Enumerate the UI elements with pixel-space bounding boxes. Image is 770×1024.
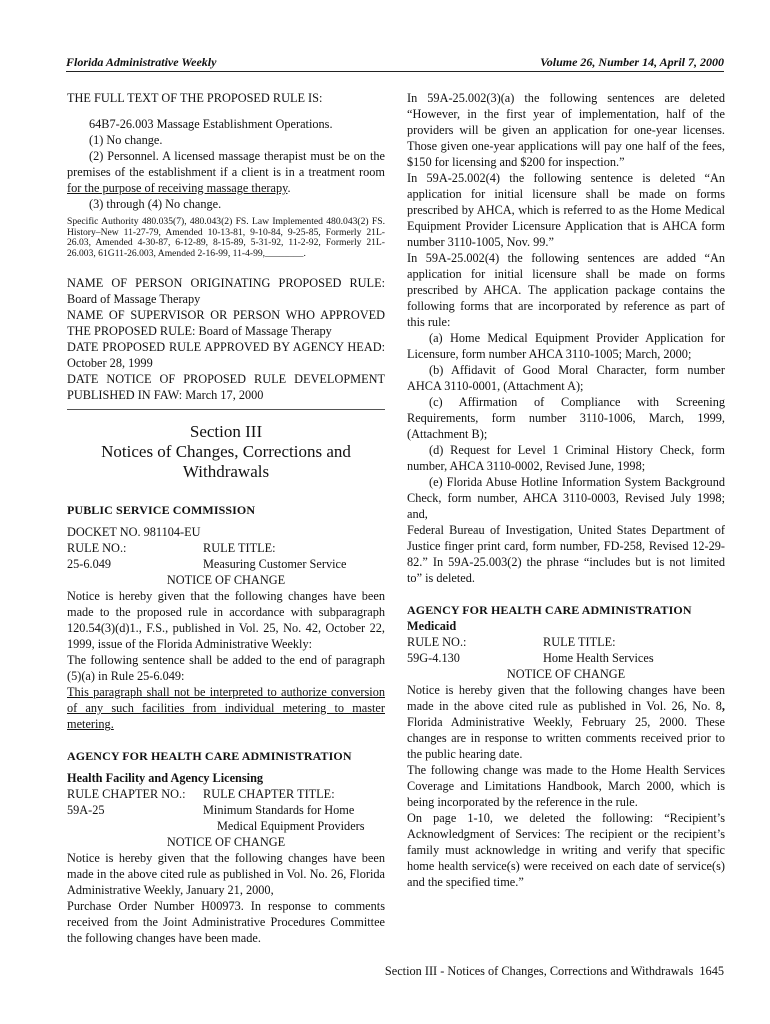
ahca-chapter-labels [67, 786, 385, 802]
psc-agency: PUBLIC SERVICE COMMISSION [67, 503, 256, 518]
ahca-chapter-title-1: Minimum Standards for Home [203, 803, 355, 818]
originator: NAME OF PERSON ORIGINATING PROPOSED RULE: Board of Massage Therapy [67, 276, 385, 307]
deleted-sentence-paragraph: In 59A-25.002(4) the following sentence is deleted “An application for initial licensure shall be made on forms prescribed by AHCA, which is referred to as the Home Medical Equipment Provider Licensure Application that is AHCA form number 3110-1005, Nov. 99.” [407, 171, 725, 249]
section-title-line-2: Notices of Changes, Corrections and [101, 442, 351, 462]
rule-authority [67, 217, 385, 259]
ahca-chapter-values [67, 802, 385, 818]
added-sentences-paragraph: In 59A-25.002(4) the following sentences are added “An application for initial licensure shall be made on forms prescribed by AHCA. The application package contains the following forms that are incorporated by reference as part of this rule: [407, 251, 725, 329]
supervisor: NAME OF SUPERVISOR OR PERSON WHO APPROVED THE PROPOSED RULE: Board of Massage Therapy [67, 308, 385, 339]
ahca-notice-heading: NOTICE OF CHANGE [166, 835, 286, 850]
medicaid-agency: AGENCY FOR HEALTH CARE ADMINISTRATION [407, 603, 692, 617]
psc-paragraph-3: This paragraph shall not be interpreted to authorize conversion of any such facilities from individual metering to master metering. [67, 685, 385, 732]
fbi-paragraph: Federal Bureau of Investigation, United States Department of Justice finger print card, form number, FD-258, Revised 12-29-82.” In 59A-25.003(2) the phrase “includes but is not limited to” is deleted. [407, 523, 725, 585]
psc-rule-values [67, 556, 385, 572]
psc-rule-no-label: RULE NO.: [67, 541, 127, 556]
medicaid-paragraph-1-rest: Florida Administrative Weekly, February 25, 2000. These changes are in response to written comments received prior to the public hearing date. [407, 715, 725, 761]
authority-text: Specific Authority 480.035(7), 480.043(2) FS. Law Implemented 480.043(2) FS. History–New 11-27-79, Amended 10-13-81, 9-10-84, 9-25-85, Formerly 21L-26.03, Amended 4-30-87, 6-12-89, 8-15-89, 5-31-92, 11-2-92, Formerly 21L-26.003, 61G11-26.003, Amended 2-16-99, 11-4-99, [67, 216, 385, 259]
ahca-subheading: Health Facility and Agency Licensing [67, 771, 264, 786]
medicaid-paragraph-1-comma: , [721, 699, 725, 713]
rule-item-2-text: (2) Personnel. A licensed massage therapist must be on the premises of the establishment if a client is in a treatment room [67, 149, 385, 179]
section-title [67, 422, 385, 482]
psc-rule-labels [67, 540, 385, 556]
medicaid-rule-no-label: RULE NO.: [407, 635, 467, 649]
medicaid-paragraph-2: The following change was made to the Home Health Services Coverage and Limitations Handbook, March 2000, which is being incorporated by the reference in the rule. [407, 763, 725, 809]
ahca-paragraph-1: Notice is hereby given that the following changes have been made in the above cited rule as published in Vol. No. 26, Florida Administrative Weekly, January 21, 2000, [67, 851, 385, 898]
form-item-a: (a) Home Medical Equipment Provider Application for Licensure, form number AHCA 3110-1005; March, 2000; [407, 331, 725, 361]
medicaid-paragraph-3: On page 1-10, we deleted the following: “Recipient’s Acknowledgment of Services: The recipient or the recipient’s family must acknowledge in writing and verify that specific home health service(s) were received on each date of service(s) and the specified time.” [407, 811, 725, 889]
form-item-c: (c) Affirmation of Compliance with Screening Requirements, form number 3110-1006, March, 1999, (Attachment B); [407, 395, 725, 441]
ahca-chapter-no: 59A-25 [67, 803, 105, 818]
medicaid-rule-title: Home Health Services [543, 651, 654, 665]
rule-item-2-underlined: for the purpose of receiving massage therapy [67, 181, 288, 195]
form-item-e: (e) Florida Abuse Hotline Information System Background Check, form number, AHCA 3110-0003, Revised July 1998; and, [407, 475, 725, 521]
medicaid-rule-labels [407, 634, 725, 650]
right-column [407, 90, 725, 890]
authority-blank: ________ [265, 247, 304, 259]
page-footer [385, 964, 724, 979]
medicaid-rule-no: 59G-4.130 [407, 651, 460, 665]
date-approved: DATE PROPOSED RULE APPROVED BY AGENCY HEAD: October 28, 1999 [67, 340, 385, 371]
page-number: 1645 [699, 964, 724, 978]
authority-end: . [303, 247, 306, 259]
ahca-agency: AGENCY FOR HEALTH CARE ADMINISTRATION [67, 749, 352, 764]
deleted-sentences-paragraph: In 59A-25.002(3)(a) the following sentences are deleted “However, in the first year of implementation, half of the providers will be given an application for one-year licenses. Those given one-year applications will pay one half of the fees, $150 for licensing and $200 for inspection.” [407, 91, 725, 169]
psc-paragraph-1: Notice is hereby given that the following changes have been made to the proposed rule in accordance with subparagraph 120.54(3)(d)1., F.S., published in Vol. 25, No. 42, October 22, 1999, issue of the Florida Administrative Weekly: [67, 589, 385, 652]
medicaid-subheading: Medicaid [407, 619, 457, 633]
psc-rule-title: Measuring Customer Service [203, 557, 347, 572]
rule-item-2 [67, 148, 385, 196]
rule-item-1: (1) No change. [89, 133, 163, 147]
medicaid-notice-heading: NOTICE OF CHANGE [506, 667, 626, 681]
date-notice: DATE NOTICE OF PROPOSED RULE DEVELOPMENT PUBLISHED IN FAW: March 17, 2000 [67, 372, 385, 403]
footer-section-text: Section III - Notices of Changes, Corrections and Withdrawals [384, 964, 694, 978]
psc-rule-no: 25-6.049 [67, 557, 112, 572]
rule-item-2-end: . [287, 181, 291, 195]
psc-rule-title-label: RULE TITLE: [203, 541, 276, 556]
journal-name: Florida Administrative Weekly [66, 55, 217, 69]
left-column [67, 90, 385, 946]
ahca-chapter-title-2: Medical Equipment Providers [217, 819, 365, 834]
medicaid-rule-values [407, 650, 725, 666]
form-item-b: (b) Affidavit of Good Moral Character, form number AHCA 3110-0001, (Attachment A); [407, 363, 725, 393]
psc-paragraph-2: The following sentence shall be added to the end of paragraph (5)(a) in Rule 25-6.049: [67, 653, 385, 684]
medicaid-rule-title-label: RULE TITLE: [543, 635, 616, 649]
ahca-chapter-title-label: RULE CHAPTER TITLE: [203, 787, 335, 802]
section-title-line-3: Withdrawals [182, 462, 270, 482]
rule-item-3: (3) through (4) No change. [89, 197, 222, 211]
section-divider [67, 409, 385, 410]
volume-info: Volume 26, Number 14, April 7, 2000 [540, 55, 724, 69]
form-item-d: (d) Request for Level 1 Criminal History Check, form number, AHCA 3110-0002, Revised June, 1998; [407, 443, 725, 473]
section-title-line-1: Section III [189, 422, 263, 442]
ahca-chapter-no-label: RULE CHAPTER NO.: [67, 787, 186, 802]
header-rule [66, 71, 724, 72]
psc-notice-heading: NOTICE OF CHANGE [166, 573, 286, 588]
ahca-paragraph-2: Purchase Order Number H00973. In response to comments received from the Joint Administrative Procedures Committee the following changes have been made. [67, 899, 385, 946]
medicaid-paragraph-1 [407, 682, 725, 762]
medicaid-paragraph-1-text: Notice is hereby given that the following changes have been made in the above cited rule as published in Vol. 26, No. 8 [407, 683, 725, 713]
page-header [66, 55, 724, 71]
psc-docket: DOCKET NO. 981104-EU [67, 525, 201, 540]
full-text-heading: THE FULL TEXT OF THE PROPOSED RULE IS: [67, 91, 323, 105]
rule-title: 64B7-26.003 Massage Establishment Operations. [89, 117, 333, 131]
